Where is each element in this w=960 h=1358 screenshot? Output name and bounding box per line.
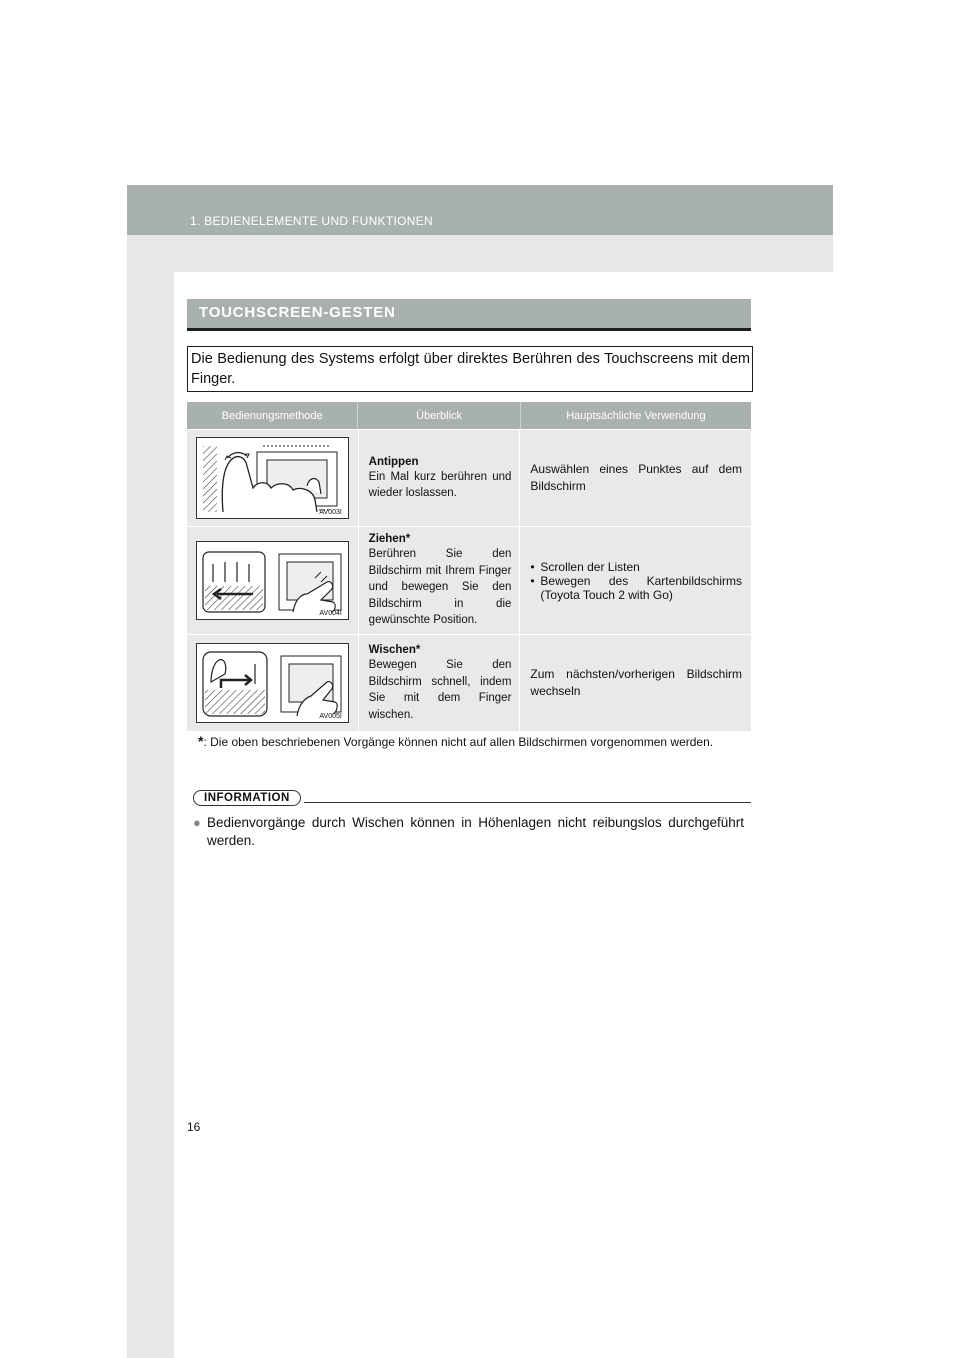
drag-gesture-icon — [197, 542, 348, 619]
usage-cell — [520, 635, 751, 731]
footnote — [198, 733, 743, 751]
method-cell — [187, 635, 359, 731]
bullet-icon: ● — [193, 815, 201, 830]
swipe-illustration — [196, 643, 349, 723]
overview-cell — [359, 527, 521, 634]
usage-text: Zum nächsten/vorherigen Bildschirm wechseln — [530, 667, 742, 698]
intro-text: Die Bedienung des Systems erfolgt über direktes Berühren des Touchscreens mit dem Finger. — [191, 351, 750, 387]
footnote-text: : Die oben beschriebenen Vorgänge können nicht auf allen Bildschirmen vorgenommen werden. — [203, 735, 714, 749]
method-cell — [187, 430, 359, 526]
header-overview: Überblick — [358, 402, 520, 429]
bullet-icon: • — [530, 573, 535, 588]
overview-cell — [359, 430, 521, 526]
gesture-description: Berühren Sie den Bildschirm mit Ihrem Finger und bewegen Sie den Bildschirm in die gewünschte Position. — [368, 548, 512, 627]
table-row — [187, 634, 751, 731]
image-code: AV003I — [319, 509, 342, 516]
information-text: Bedienvorgänge durch Wischen können in Höhenlagen nicht reibungslos durchgeführt werden. — [207, 815, 744, 848]
image-code: AV005I — [319, 713, 342, 720]
gesture-name: Antippen — [368, 455, 419, 468]
tap-gesture-icon — [197, 438, 348, 518]
information-label: INFORMATION — [193, 790, 301, 806]
information-rule — [304, 802, 751, 803]
image-code: AV004I — [319, 610, 342, 617]
usage-text: Auswählen eines Punktes auf dem Bildschirm — [530, 462, 742, 493]
usage-bullet-text: Bewegen des Kartenbildschirms (Toyota Touch 2 with Go) — [540, 573, 742, 602]
gesture-table — [187, 402, 751, 731]
usage-bullet — [530, 574, 742, 602]
usage-cell — [520, 430, 751, 526]
overview-cell — [359, 635, 521, 731]
gesture-description: Bewegen Sie den Bildschirm schnell, indem Sie mit dem Finger wischen. — [368, 659, 512, 721]
usage-cell — [520, 527, 751, 634]
gesture-description: Ein Mal kurz berühren und wieder loslassen. — [368, 470, 512, 499]
page-number: 16 — [187, 1120, 201, 1134]
header-method: Bedienungsmethode — [187, 402, 358, 429]
gesture-name: Ziehen* — [368, 533, 411, 546]
drag-illustration — [196, 541, 349, 620]
bullet-icon: • — [530, 559, 535, 574]
chapter-title: 1. BEDIENELEMENTE UND FUNKTIONEN — [190, 214, 433, 228]
header-usage: Hauptsächliche Verwendung — [566, 409, 706, 422]
information-item — [193, 814, 744, 850]
table-row — [187, 429, 751, 526]
intro-box — [187, 346, 753, 392]
method-cell — [187, 527, 359, 634]
table-header — [187, 402, 751, 429]
section-title: TOUCHSCREEN-GESTEN — [199, 304, 396, 321]
section-title-rule — [187, 328, 751, 331]
swipe-gesture-icon — [197, 644, 348, 722]
footnote-marker: * — [198, 733, 204, 749]
usage-bullet — [530, 560, 742, 574]
gesture-name: Wischen* — [368, 644, 421, 656]
table-row — [187, 526, 751, 634]
usage-bullet-text: Scrollen der Listen — [540, 559, 640, 574]
tap-illustration — [196, 437, 349, 519]
